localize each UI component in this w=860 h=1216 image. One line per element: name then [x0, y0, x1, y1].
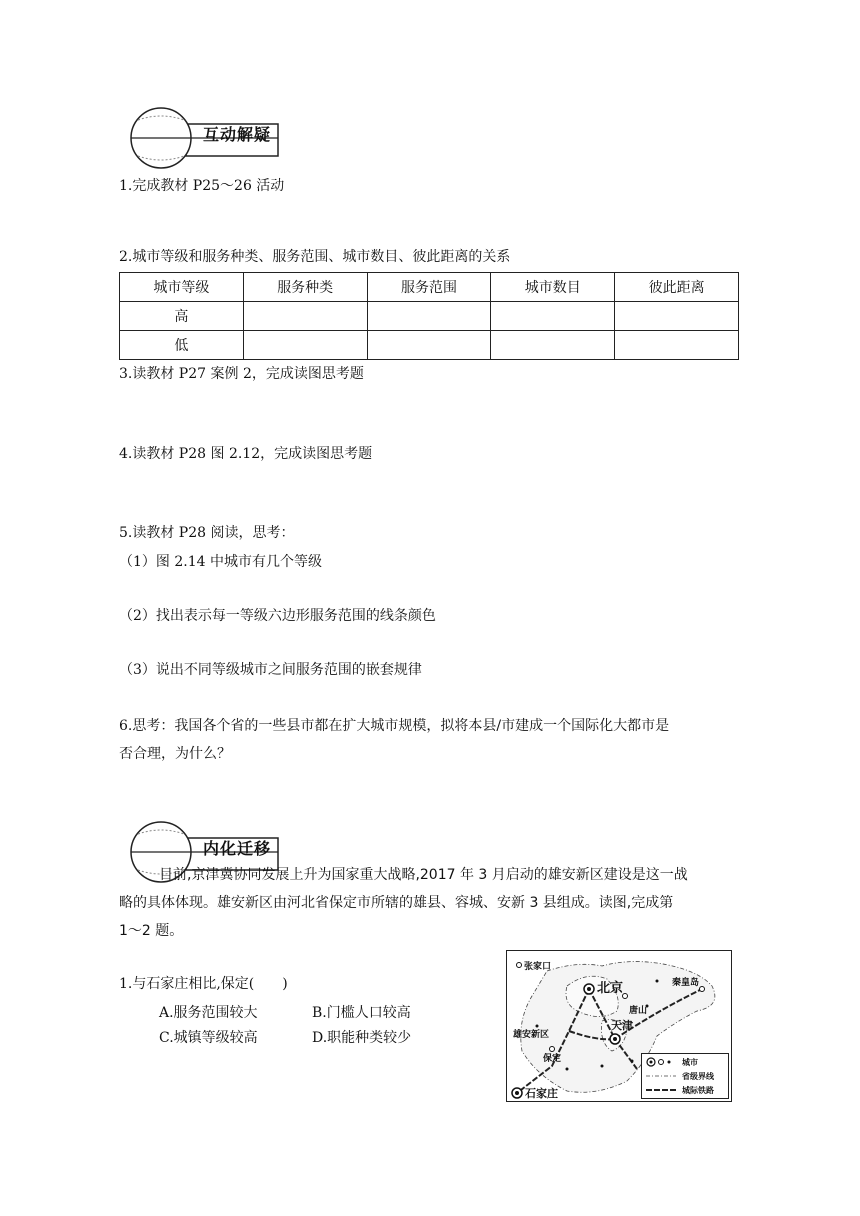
table-cell: [491, 302, 615, 331]
legend-province-boundary: 省级界线: [682, 1072, 714, 1081]
question-6-line-2: 否合理，为什么？: [119, 746, 231, 762]
table-cell: [367, 302, 491, 331]
table-cell: [243, 331, 367, 360]
mcq-stem: 1.与石家庄相比,保定( ): [119, 976, 288, 992]
map-label-tangshan: 唐山: [629, 1006, 648, 1016]
question-1: 1.完成教材 P25～26 活动: [119, 178, 285, 194]
intro-line-2: 略的具体体现。雄安新区由河北省保定市所辖的雄县、容城、安新 3 县组成。读图,完成第: [119, 895, 674, 911]
legend-city: 城市: [682, 1058, 698, 1067]
mcq-option-c: C.城镇等级较高: [159, 1030, 258, 1046]
map-label-tianjin: 天津: [611, 1019, 633, 1032]
question-5-1: （1）图 2.14 中城市有几个等级: [119, 554, 322, 570]
section-badge-interactive: [128, 100, 288, 170]
city-grade-table: [119, 272, 739, 360]
question-6-line-1: 6.思考：我国各个省的一些县市都在扩大城市规模，拟将本县/市建成一个国际化大都市是: [119, 718, 670, 734]
table-cell: [615, 302, 739, 331]
mcq-option-b: B.门槛人口较高: [312, 1005, 411, 1021]
map-legend: [641, 1053, 729, 1099]
map-label-beijing: 北京: [597, 981, 624, 996]
table-header-cell: 服务种类: [243, 273, 367, 302]
question-2: 2.城市等级和服务种类、服务范围、城市数目、彼此距离的关系: [119, 249, 511, 265]
mcq-option-a: A.服务范围较大: [159, 1005, 258, 1021]
map-label-shijiazhuang: 石家庄: [525, 1087, 558, 1100]
map-label-qinhuangdao: 秦皇岛: [672, 978, 700, 988]
table-row: [120, 331, 739, 360]
mcq-option-d: D.职能种类较少: [312, 1030, 412, 1046]
section-title: 内化迁移: [203, 839, 272, 858]
question-4: 4.读教材 P28 图 2.12，完成读图思考题: [119, 446, 373, 462]
table-header-cell: 城市等级: [120, 273, 244, 302]
table-row: [120, 302, 739, 331]
table-cell: [615, 331, 739, 360]
legend-intercity-railway: 城际铁路: [682, 1086, 714, 1095]
table-cell: [243, 302, 367, 331]
table-cell: [367, 331, 491, 360]
intro-line-3: 1～2 题。: [119, 923, 184, 939]
intro-line-1: 目前,京津冀协同发展上升为国家重大战略,2017 年 3 月启动的雄安新区建设是这一战: [159, 867, 688, 883]
table-header-row: [120, 273, 739, 302]
jingjinji-map: [506, 950, 732, 1102]
map-label-baoding: 保定: [543, 1054, 562, 1064]
table-header-cell: 城市数目: [491, 273, 615, 302]
map-label-xiongan: 雄安新区: [513, 1030, 550, 1040]
table-header-cell: 服务范围: [367, 273, 491, 302]
question-3: 3.读教材 P27 案例 2，完成读图思考题: [119, 366, 364, 382]
table-header-cell: 彼此距离: [615, 273, 739, 302]
question-5-2: （2）找出表示每一等级六边形服务范围的线条颜色: [119, 608, 436, 624]
table-cell: 高: [120, 302, 244, 331]
question-5-3: （3）说出不同等级城市之间服务范围的嵌套规律: [119, 662, 422, 678]
question-5: 5.读教材 P28 阅读，思考：: [119, 525, 295, 541]
map-label-zhangjiakou: 张家口: [524, 962, 552, 972]
table-cell: 低: [120, 331, 244, 360]
table-cell: [491, 331, 615, 360]
section-title: 互动解疑: [203, 125, 272, 144]
